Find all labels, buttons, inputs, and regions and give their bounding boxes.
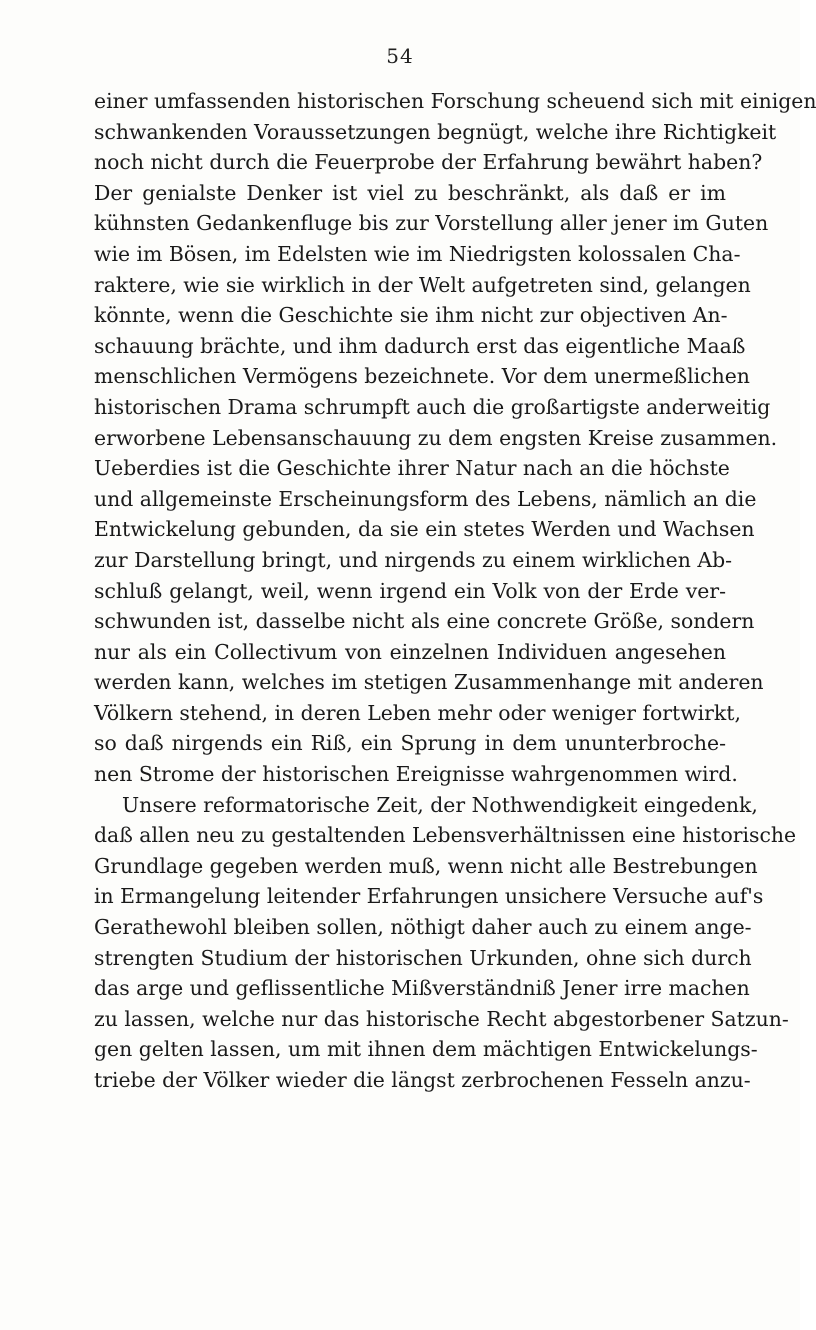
text-line: zur Darstellung bringt, und nirgends zu einem wirklichen Ab- xyxy=(94,547,733,572)
text-line: daß allen neu zu gestaltenden Lebensverhältnissen eine historische xyxy=(94,823,797,848)
text-line: nen Strome der historischen Ereignisse wahrgenommen wird. xyxy=(94,762,738,787)
text-line: zu lassen, welche nur das historische Recht abgestorbener Satzun- xyxy=(94,1006,789,1031)
text-line: schwankenden Voraussetzungen begnügt, welche ihre Richtigkeit xyxy=(94,119,777,144)
text-line: nur als ein Collectivum von einzelnen Individuen angesehen xyxy=(94,639,726,664)
text-line: noch nicht durch die Feuerprobe der Erfahrung bewährt haben? xyxy=(94,150,763,175)
text-line: könnte, wenn die Geschichte sie ihm nicht zur objectiven An- xyxy=(94,303,728,328)
text-line: Der genialste Denker ist viel zu beschränkt, als daß er im xyxy=(94,180,726,205)
text-line: werden kann, welches im stetigen Zusammenhange mit anderen xyxy=(94,670,764,695)
text-line: in Ermangelung leitender Erfahrungen unsichere Versuche auf's xyxy=(94,884,764,909)
text-line: und allgemeinste Erscheinungsform des Lebens, nämlich an die xyxy=(94,486,757,511)
text-line: kühnsten Gedankenfluge bis zur Vorstellung aller jener im Guten xyxy=(94,211,769,236)
text-line: raktere, wie sie wirklich in der Welt aufgetreten sind, gelangen xyxy=(94,272,751,297)
text-line: schwunden ist, dasselbe nicht als eine concrete Größe, sondern xyxy=(94,609,755,634)
text-line: menschlichen Vermögens bezeichnete. Vor dem unermeßlichen xyxy=(94,364,750,389)
text-line: gen gelten lassen, um mit ihnen dem mächtigen Entwickelungs- xyxy=(94,1037,758,1062)
text-line: strengten Studium der historischen Urkunden, ohne sich durch xyxy=(94,945,752,970)
text-line: schluß gelangt, weil, wenn irgend ein Volk von der Erde ver- xyxy=(94,578,726,603)
text-line: Entwickelung gebunden, da sie ein stetes Werden und Wachsen xyxy=(94,517,755,542)
text-line: das arge und geflissentliche Mißverständniß Jener irre machen xyxy=(94,976,750,1001)
text-line: Grundlage gegeben werden muß, wenn nicht alle Bestrebungen xyxy=(94,853,758,878)
text-line: erworbene Lebensanschauung zu dem engsten Kreise zusammen. xyxy=(94,425,778,450)
text-line: einer umfassenden historischen Forschung scheuend sich mit einigen xyxy=(94,89,816,113)
page-number: 54 xyxy=(386,44,414,68)
body-text xyxy=(94,86,816,1096)
text-line: Völkern stehend, in deren Leben mehr oder weniger fortwirkt, xyxy=(94,700,741,725)
text-line: Ueberdies ist die Geschichte ihrer Natur nach an die höchste xyxy=(94,456,730,481)
text-line: schauung brächte, und ihm dadurch erst das eigentliche Maaß xyxy=(94,333,746,358)
text-line: wie im Bösen, im Edelsten wie im Niedrigsten kolossalen Cha- xyxy=(94,241,741,266)
text-line: historischen Drama schrumpft auch die großartigste anderweitig xyxy=(94,394,771,419)
paragraph-start-line: Unsere reformatorische Zeit, der Nothwendigkeit eingedenk, xyxy=(122,792,758,817)
text-line: so daß nirgends ein Riß, ein Sprung in dem ununterbroche- xyxy=(94,731,726,756)
text-line: triebe der Völker wieder die längst zerbrochenen Fesseln anzu- xyxy=(94,1068,751,1092)
text-line: Gerathewohl bleiben sollen, nöthigt daher auch zu einem ange- xyxy=(94,915,752,940)
